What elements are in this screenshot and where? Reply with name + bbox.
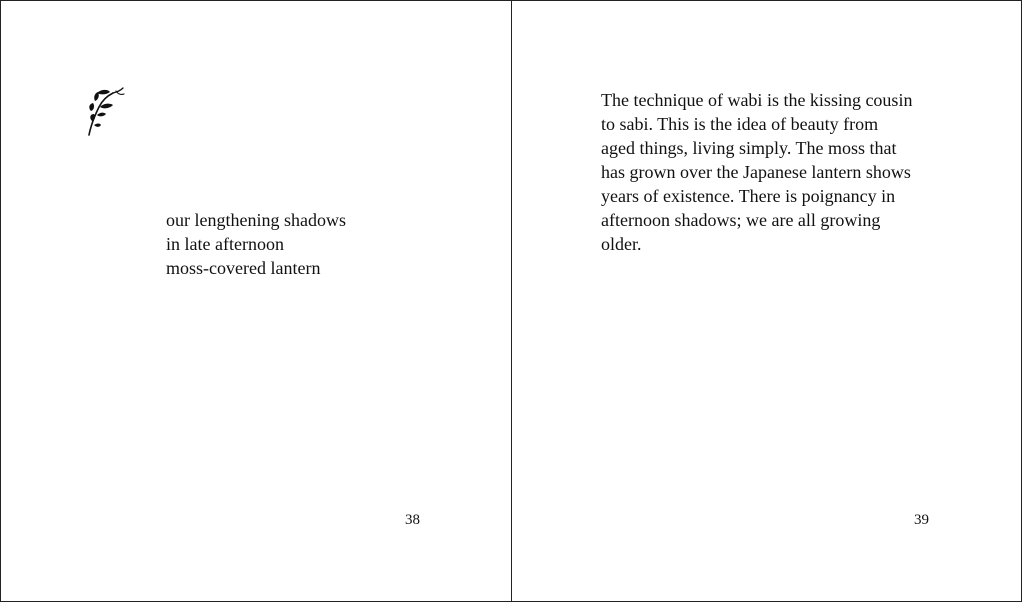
page-number-right: 39 (914, 512, 929, 528)
paragraph-line: older. (601, 234, 642, 254)
haiku-line-1: our lengthening shadows (166, 210, 346, 230)
left-page (1, 1, 512, 601)
leafy-vine-ornament-icon (83, 85, 125, 137)
paragraph-line: to sabi. This is the idea of beauty from (601, 114, 879, 134)
right-page (512, 1, 1021, 601)
paragraph-line: afternoon shadows; we are all growing (601, 210, 881, 230)
haiku-line-2: in late afternoon (166, 234, 284, 254)
haiku (166, 208, 346, 280)
paragraph-line: years of existence. There is poignancy in (601, 186, 896, 206)
paragraph-line: The technique of wabi is the kissing cousin (601, 90, 913, 110)
commentary-paragraph (601, 88, 931, 256)
haiku-line-3: moss-covered lantern (166, 258, 321, 278)
page-number-left: 38 (405, 512, 420, 528)
paragraph-line: aged things, living simply. The moss that (601, 138, 897, 158)
paragraph-line: has grown over the Japanese lantern shows (601, 162, 911, 182)
